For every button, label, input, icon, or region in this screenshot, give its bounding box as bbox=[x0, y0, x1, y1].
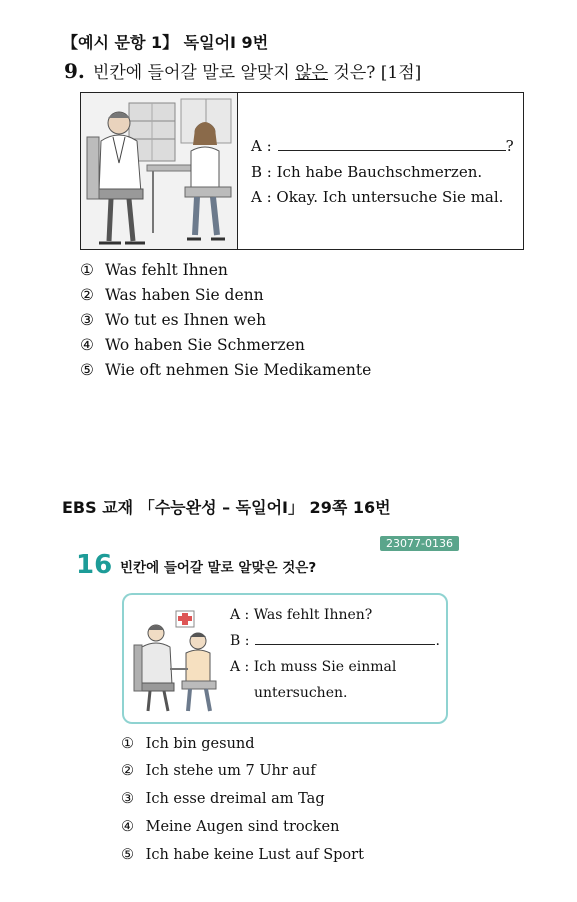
answer-blank bbox=[255, 633, 435, 645]
dialogue-line-a2-cont: untersuchen. bbox=[254, 685, 348, 701]
section-1-title: 【예시 문항 1】 독일어Ⅰ 9번 bbox=[62, 33, 269, 52]
q9-option-5[interactable]: ⑤ Wie oft nehmen Sie Medikamente bbox=[80, 361, 372, 379]
section-2-title: EBS 교재 「수능완성 – 독일어Ⅰ」 29쪽 16번 bbox=[62, 498, 391, 517]
dialogue-line-a2: A : Ich muss Sie einmal bbox=[230, 659, 397, 675]
q9-option-4[interactable]: ④ Wo haben Sie Schmerzen bbox=[80, 336, 305, 354]
question-number: 9. bbox=[64, 59, 85, 83]
q16-option-5[interactable]: ⑤ Ich habe keine Lust auf Sport bbox=[121, 847, 364, 863]
dialogue-line-a2: A : Okay. Ich untersuche Sie mal. bbox=[251, 188, 504, 206]
dialogue-line-b: B : . bbox=[230, 633, 440, 649]
q9-option-1[interactable]: ① Was fehlt Ihnen bbox=[80, 261, 228, 279]
q16-option-4[interactable]: ④ Meine Augen sind trocken bbox=[121, 819, 340, 835]
answer-blank bbox=[278, 138, 506, 151]
q16-option-3[interactable]: ③ Ich esse dreimal am Tag bbox=[121, 791, 325, 807]
underlined-word: 않은 bbox=[295, 63, 329, 83]
question-code-badge: 23077-0136 bbox=[380, 536, 459, 551]
question-16-prompt: 빈칸에 들어갈 말로 알맞은 것은? bbox=[120, 560, 317, 576]
doctor-patient-illustration bbox=[132, 607, 220, 715]
q16-option-2[interactable]: ② Ich stehe um 7 Uhr auf bbox=[121, 763, 316, 779]
dialogue-line-b: B : Ich habe Bauchschmerzen. bbox=[251, 163, 483, 181]
dialogue-line-a1: A : Was fehlt Ihnen? bbox=[230, 607, 373, 623]
question-9-prompt: 9. 빈칸에 들어갈 말로 알맞지 않은 것은? [1점] bbox=[64, 59, 422, 83]
doctor-patient-illustration bbox=[81, 93, 238, 249]
q9-option-2[interactable]: ② Was haben Sie denn bbox=[80, 286, 264, 304]
dialogue-line-a1: A : ? bbox=[251, 137, 514, 155]
q16-option-1[interactable]: ① Ich bin gesund bbox=[121, 736, 255, 752]
q9-option-3[interactable]: ③ Wo tut es Ihnen weh bbox=[80, 311, 267, 329]
question-9-dialogue-box bbox=[80, 92, 524, 250]
question-number-16: 16 bbox=[76, 550, 113, 580]
question-16-dialogue-box bbox=[122, 593, 448, 724]
